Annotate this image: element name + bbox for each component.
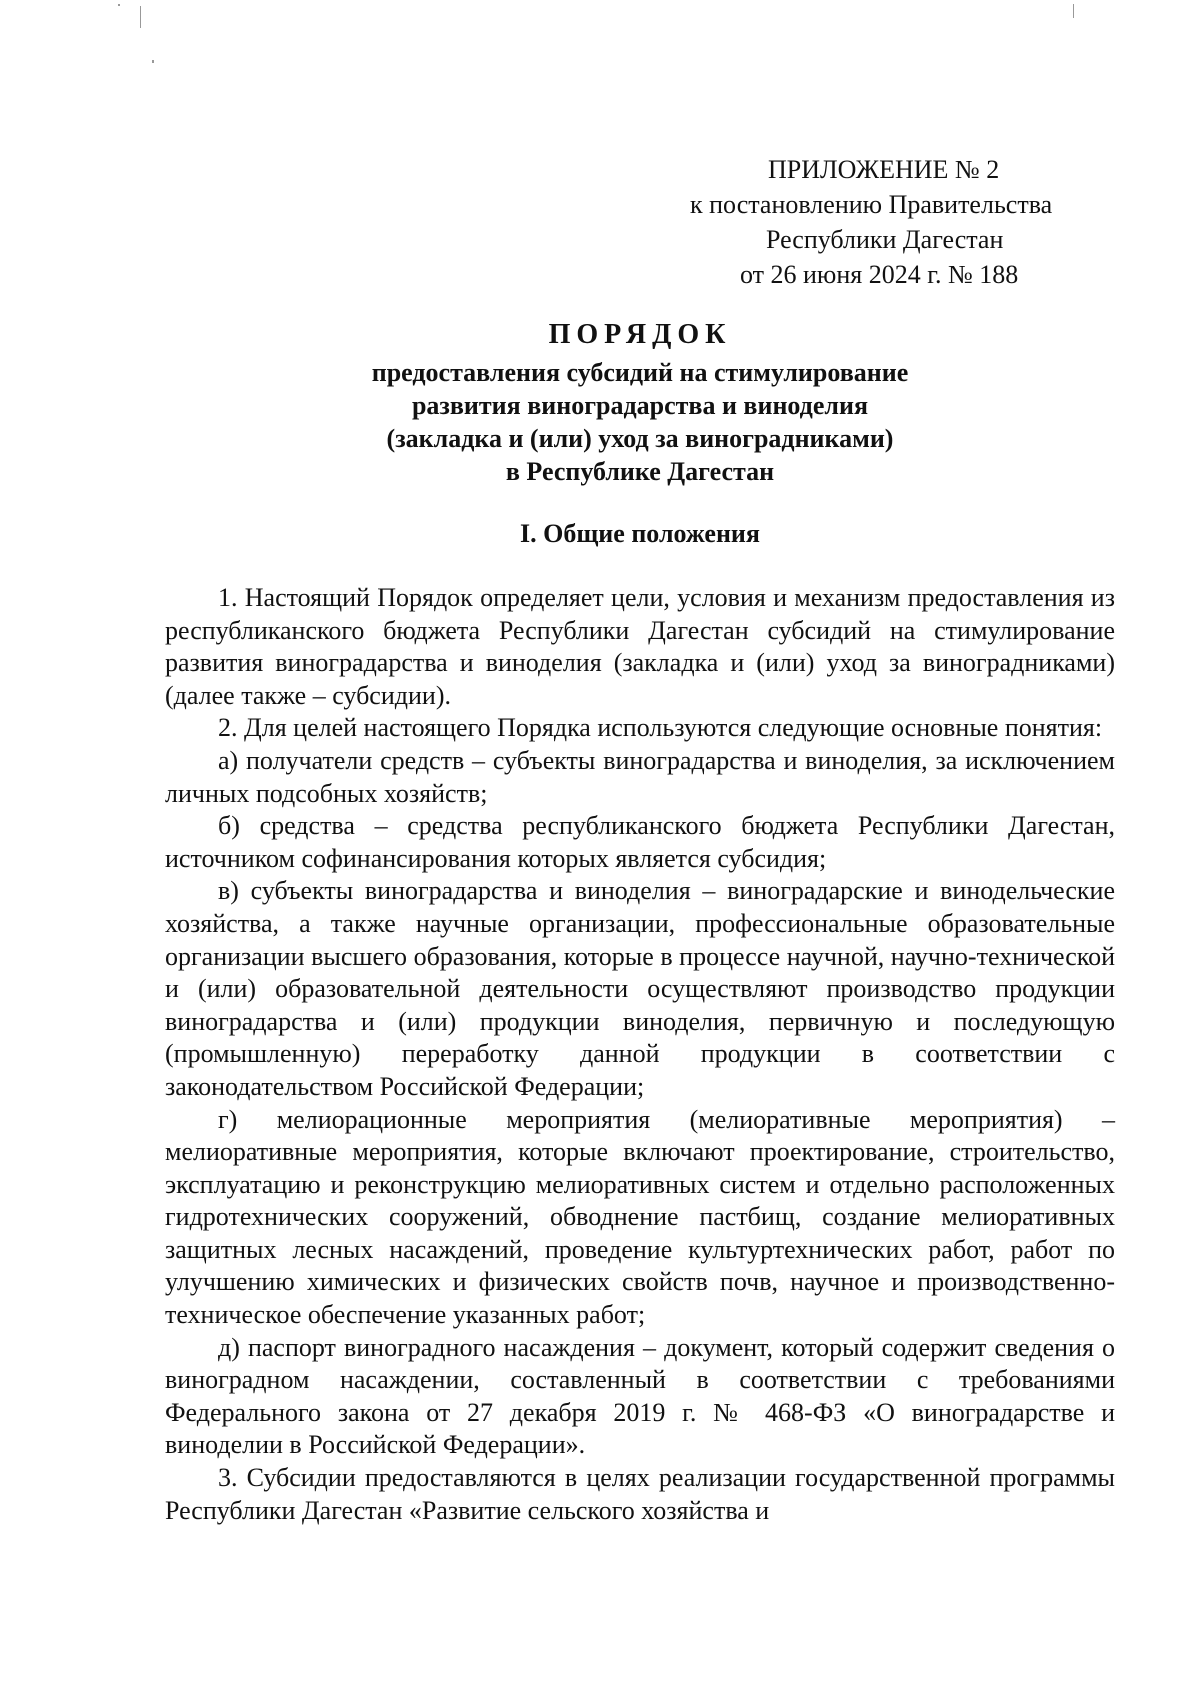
scan-artifact <box>118 4 120 6</box>
paragraph: в) субъекты виноградарства и виноделия – виноградарские и винодельческие хозяйства, а также научные организации, профессиональные образовательные организации высшего образования, которые в процессе научной, научно-технической и (или) образовательной деятельности осуществляют производство продукции виноградарства и (или) продукции виноделия, первичную и последующую (промышленную) переработку данной продукции в соответствии с законодательством Российской Федерации; <box>165 876 1115 1101</box>
paragraph: д) паспорт виноградного насаждения – документ, который содержит сведения о виноградном насаждении, составленный в соответствии с требованиями Федерального закона от 27 декабря 2019 г. № 468-ФЗ «О виноградарстве и виноделии в Российской Федерации». <box>165 1332 1115 1460</box>
document-body <box>165 582 1115 1527</box>
section-heading: I. Общие положения <box>520 519 760 548</box>
appendix-issuer: Республики Дагестан <box>766 225 1004 254</box>
document-title <box>165 318 1115 488</box>
title-line: предоставления субсидий на стимулирование <box>371 358 909 387</box>
appendix-number: ПРИЛОЖЕНИЕ № 2 <box>768 155 1000 184</box>
scan-artifact <box>1073 4 1074 18</box>
appendix-header <box>690 152 1110 292</box>
scan-artifact <box>140 6 141 28</box>
paragraph: 2. Для целей настоящего Порядка используются следующие основные понятия: <box>218 713 1103 743</box>
paragraph: 1. Настоящий Порядок определяет цели, условия и механизм предоставления из республиканского бюджета Республики Дагестан субсидий на стимулирование развития виноградарства и виноделия (закладка и (или) уход за виноградниками) (далее также – субсидии). <box>165 583 1115 710</box>
paragraph: б) средства – средства республиканского бюджета Республики Дагестан, источником софинансирования которых является субсидия; <box>165 811 1115 873</box>
title-line: в Республике Дагестан <box>505 457 775 486</box>
scan-artifact <box>152 60 154 63</box>
title-line: развития виноградарства и виноделия <box>411 391 869 420</box>
paragraph: а) получатели средств – субъекты виноградарства и виноделия, за исключением личных подсобных хозяйств; <box>165 745 1115 808</box>
title-main: ПОРЯДОК <box>548 319 732 350</box>
appendix-reference: к постановлению Правительства <box>690 190 1053 219</box>
paragraph: 3. Субсидии предоставляются в целях реализации государственной программы Республики Дагестан «Развитие сельского хозяйства и <box>165 1463 1115 1525</box>
paragraph: г) мелиорационные мероприятия (мелиоративные мероприятия) – мелиоративные мероприятия, которые включают проектирование, строительство, эксплуатацию и реконструкцию мелиоративных систем и отдельно расположенных гидротехнических сооружений, обводнение пастбищ, создание мелиоративных защитных лесных насаждений, проведение культуртехнических работ, работ по улучшению химических и физических свойств почв, научное и производственно-техническое обеспечение указанных работ; <box>165 1104 1115 1330</box>
title-line: (закладка и (или) уход за виноградниками) <box>386 424 894 453</box>
appendix-date: от 26 июня 2024 г. № 188 <box>740 260 1019 289</box>
